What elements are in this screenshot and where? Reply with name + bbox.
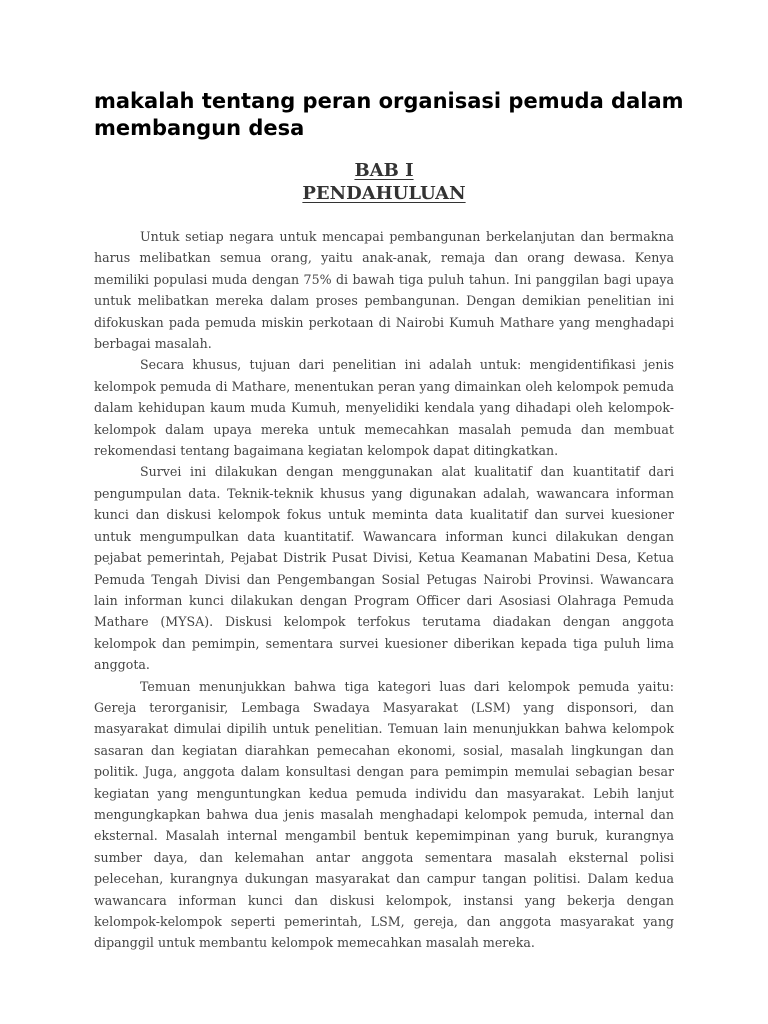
chapter-title: PENDAHULUAN xyxy=(302,183,466,204)
document-title: makalah tentang peran organisasi pemuda dalam membangun desa xyxy=(94,89,684,140)
chapter-number: BAB I xyxy=(354,160,414,181)
paragraph: Temuan menunjukkan bahwa tiga kategori luas dari kelompok pemuda yaitu: Gereja terorganisir, Lembaga Swadaya Masyarakat (LSM) yang disponsori, dan masyarakat dimulai dipilih untuk penelitian. Temuan lain menunjukkan bahwa kelompok sasaran dan kegiatan diarahkan pemecahan ekonomi, sosial, masalah lingkungan dan politik. Juga, anggota dalam konsultasi dengan para pemimpin memulai sebagian besar kegiatan yang menguntungkan kedua pemuda individu dan masyarakat. Lebih lanjut mengungkapkan bahwa dua jenis masalah menghadapi kelompok pemuda, internal dan eksternal. Masalah internal mengambil bentuk kepemimpinan yang buruk, kurangnya sumber daya, dan kelemahan antar anggota sementara masalah eksternal polisi pelecehan, kurangnya dukungan masyarakat dan campur tangan politisi. Dalam kedua wawancara informan kunci dan diskusi kelompok, instansi yang bekerja dengan kelompok-kelompok seperti pemerintah, LSM, gereja, dan anggota masyarakat yang dipanggil untuk membantu kelompok memecahkan masalah mereka. xyxy=(94,678,674,951)
paragraph: Secara khusus, tujuan dari penelitian ini adalah untuk: mengidentifikasi jenis kelompok pemuda di Mathare, menentukan peran yang dimainkan oleh kelompok pemuda dalam kehidupan kaum muda Kumuh, menyelidiki kendala yang dihadapi oleh kelompok-kelompok dalam upaya mereka untuk memecahkan masalah pemuda dan membuat rekomendasi tentang bagaimana kegiatan kelompok dapat ditingkatkan. xyxy=(94,357,674,459)
document-body xyxy=(94,226,674,954)
paragraph: Untuk setiap negara untuk mencapai pembangunan berkelanjutan dan bermakna harus melibatkan semua orang, yaitu anak-anak, remaja dan orang dewasa. Kenya memiliki populasi muda dengan 75% di bawah tiga puluh tahun. Ini panggilan bagi upaya untuk melibatkan mereka dalam proses pembangunan. Dengan demikian penelitian ini difokuskan pada pemuda miskin perkotaan di Nairobi Kumuh Mathare yang menghadapi berbagai masalah. xyxy=(94,229,674,352)
paragraph: Survei ini dilakukan dengan menggunakan alat kualitatif dan kuantitatif dari pengumpulan data. Teknik-teknik khusus yang digunakan adalah, wawancara informan kunci dan diskusi kelompok fokus untuk meminta data kualitatif dan survei kuesioner untuk mengumpulkan data kuantitatif. Wawancara informan kunci dilakukan dengan pejabat pemerintah, Pejabat Distrik Pusat Divisi, Ketua Keamanan Mabatini Desa, Ketua Pemuda Tengah Divisi dan Pengembangan Sosial Petugas Nairobi Provinsi. Wawancara lain informan kunci dilakukan dengan Program Officer dari Asosiasi Olahraga Pemuda Mathare (MYSA). Diskusi kelompok terfokus terutama diadakan dengan anggota kelompok dan pemimpin, sementara survei kuesioner diberikan kepada tiga puluh lima anggota. xyxy=(94,464,674,673)
